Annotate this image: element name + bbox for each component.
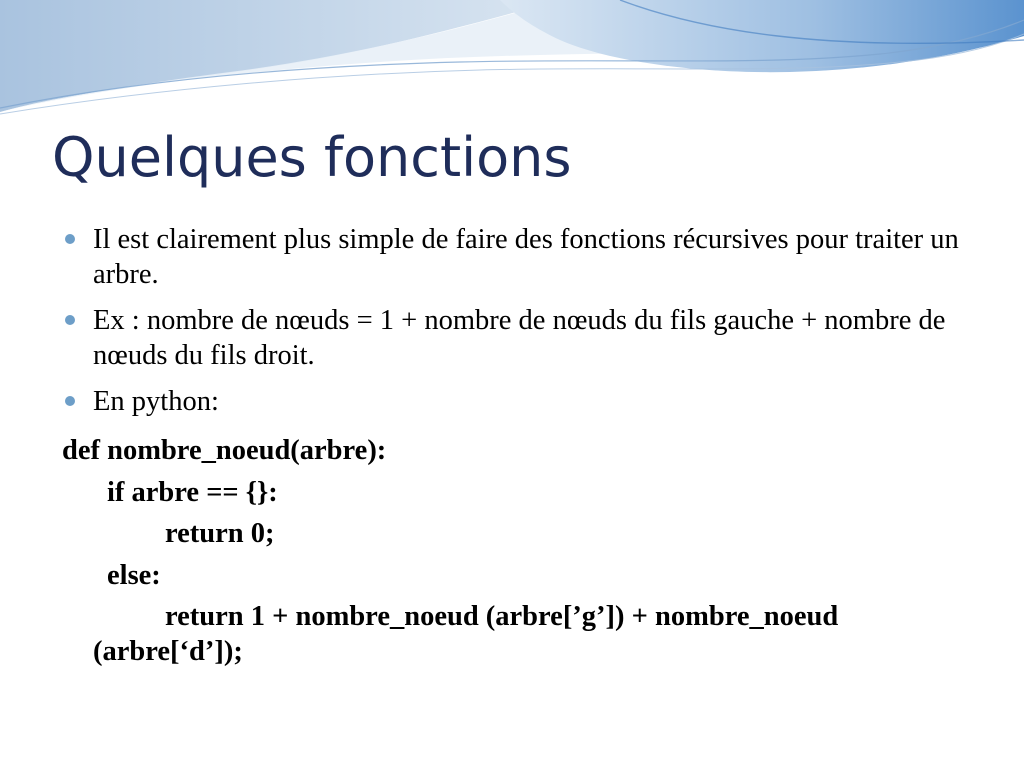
bullet-dot-icon xyxy=(65,315,75,325)
slide-title: Quelques fonctions xyxy=(52,126,572,189)
bullet-dot-icon xyxy=(65,234,75,244)
bullet-text: Il est clairement plus simple de faire des fonctions récursives pour traiter un arbre. xyxy=(93,224,959,290)
code-block xyxy=(62,430,972,669)
code-line-def: def nombre_noeud(arbre): xyxy=(62,435,387,466)
code-line-return-zero: return 0; xyxy=(165,518,275,549)
slide-body xyxy=(62,222,972,669)
bullet-dot-icon xyxy=(65,396,75,406)
bullet-item xyxy=(62,303,972,373)
code-line-return-recursive xyxy=(62,596,972,669)
bullet-list xyxy=(62,222,972,419)
code-line-if: if arbre == {}: xyxy=(107,476,278,508)
code-line-else: else: xyxy=(107,559,161,591)
header-wave-decoration xyxy=(0,0,1024,130)
bullet-text: Ex : nombre de nœuds = 1 + nombre de nœuds du fils gauche + nombre de nœuds du fils droit. xyxy=(93,305,946,371)
code-line-return-recursive-part2: (arbre[‘d’]); xyxy=(93,636,243,667)
bullet-item xyxy=(62,384,972,419)
bullet-text: En python: xyxy=(93,386,219,417)
bullet-item xyxy=(62,222,972,292)
code-line-return-recursive-part1: return 1 + nombre_noeud (arbre[’g’]) + nombre_noeud xyxy=(165,601,839,632)
